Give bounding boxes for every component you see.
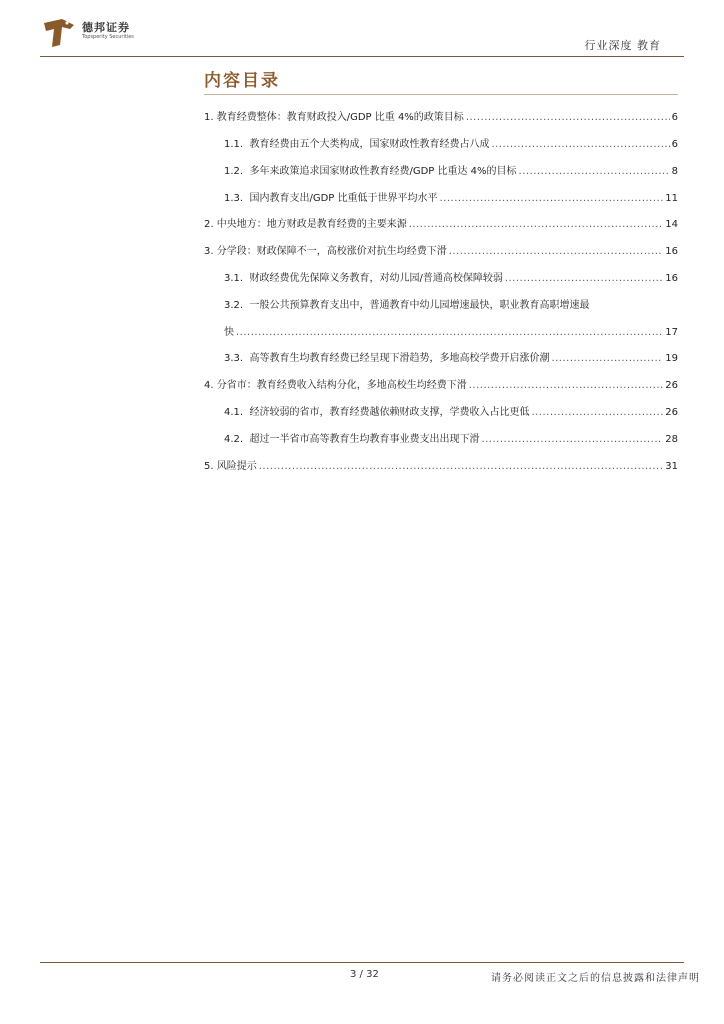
dot-leader (449, 246, 664, 257)
brand-logo (40, 15, 135, 51)
toc-entry-3[interactable] (204, 242, 678, 257)
page-number: 3 / 32 (350, 969, 379, 980)
toc-entry-4-2[interactable] (204, 430, 678, 445)
toc-entry-text: 多年来政策追求国家财政性教育经费/GDP 比重达 4%的目标 (249, 166, 517, 177)
toc-entry-number: 4.1. (224, 407, 244, 418)
dot-leader (491, 139, 669, 150)
toc-entry-text: 一般公共预算教育支出中，普通教育中幼儿园增速最快，职业教育高职增速最 (249, 300, 590, 311)
toc-entry-1-1[interactable] (204, 135, 678, 150)
toc-entry-page: 8 (671, 166, 678, 177)
toc-entry-1-3[interactable] (204, 189, 678, 204)
toc-entry-text: 经济较弱的省市，教育经费越依赖财政支撑，学费收入占比更低 (249, 407, 530, 418)
toc-entry-text: 中央地方：地方财政是教育经费的主要来源 (216, 219, 407, 230)
toc-entry-2[interactable] (204, 215, 678, 230)
toc-entry-page: 17 (665, 327, 678, 338)
brand-name-cn: 德邦证券 (82, 21, 130, 34)
toc-entry-text: 分学段：财政保障不一，高校涨价对抗生均经费下滑 (216, 246, 447, 257)
toc-entry-1-2[interactable] (204, 162, 678, 177)
toc-entry-number: 1.1. (224, 139, 244, 150)
dot-leader (531, 407, 663, 418)
toc-entry-text: 财政经费优先保障义务教育，对幼儿园/普通高校保障较弱 (249, 273, 503, 284)
report-category: 行业深度 教育 (584, 39, 661, 52)
dot-leader (466, 112, 670, 123)
toc-entry-page: 6 (671, 112, 678, 123)
toc-entry-3-3[interactable] (204, 349, 678, 364)
footer-divider (40, 962, 684, 963)
toc-entry-text: 超过一半省市高等教育生均教育事业费支出出现下滑 (249, 434, 480, 445)
toc-entry-3-1[interactable] (204, 269, 678, 284)
toc-entry-page: 14 (665, 219, 678, 230)
toc-entry-number: 1.2. (224, 166, 244, 177)
toc-entry-number: 3.3. (224, 353, 244, 364)
dot-leader (259, 461, 664, 472)
toc-entry-text: 风险提示 (216, 461, 257, 472)
toc-entry-number: 3.2. (224, 300, 244, 311)
brand-mark-icon (40, 15, 78, 51)
toc-entry-number: 5. (204, 461, 214, 472)
toc-entry-text: 教育经费由五个大类构成，国家财政性教育经费占八成 (249, 139, 490, 150)
toc-entry-page: 16 (665, 273, 678, 284)
toc-entry-number: 3. (204, 246, 214, 257)
toc-entry-page: 6 (671, 139, 678, 150)
toc-entry-5[interactable] (204, 457, 678, 472)
dot-leader (469, 380, 664, 391)
toc-entry-3-2-cont[interactable] (204, 323, 678, 338)
toc-entry-number: 1. (204, 112, 214, 123)
toc-entry-page: 19 (665, 353, 678, 364)
toc-entry-page: 28 (665, 434, 678, 445)
header-divider (40, 56, 684, 57)
title-divider (204, 94, 678, 95)
dot-leader (409, 219, 664, 230)
toc-entry-page: 31 (665, 461, 678, 472)
toc-entry-page: 16 (665, 246, 678, 257)
toc-entry-number: 3.1. (224, 273, 244, 284)
toc-entry-page: 26 (665, 380, 678, 391)
dot-leader (481, 434, 663, 445)
toc-entry-4-1[interactable] (204, 403, 678, 418)
toc-entry-text-continued: 快 (224, 327, 234, 338)
toc-entry-text: 教育经费整体：教育财政投入/GDP 比重 4%的政策目标 (216, 112, 464, 123)
dot-leader (505, 273, 663, 284)
dot-leader (551, 353, 663, 364)
dot-leader (439, 193, 663, 204)
toc-entry-text: 分省市：教育经费收入结构分化，多地高校生均经费下滑 (216, 380, 467, 391)
toc-entry-number: 2. (204, 219, 214, 230)
toc-entry-number: 4.2. (224, 434, 244, 445)
brand-name-en: Topsperity Securities (82, 34, 134, 40)
toc-entry-page: 26 (665, 407, 678, 418)
toc-entry-page: 11 (665, 193, 678, 204)
toc-title: 内容目录 (204, 71, 280, 91)
toc-entry-number: 1.3. (224, 193, 244, 204)
dot-leader (519, 166, 670, 177)
toc-entry-4[interactable] (204, 376, 678, 391)
toc-entry-1[interactable] (204, 108, 678, 123)
dot-leader (236, 327, 663, 338)
toc-entry-text: 高等教育生均教育经费已经呈现下滑趋势，多地高校学费开启涨价潮 (249, 353, 550, 364)
toc-entry-number: 4. (204, 380, 214, 391)
toc-entry-text: 国内教育支出/GDP 比重低于世界平均水平 (249, 193, 438, 204)
toc-entry-3-2[interactable] (204, 296, 678, 311)
footer-disclaimer: 请务必阅读正文之后的信息披露和法律声明 (491, 973, 700, 984)
